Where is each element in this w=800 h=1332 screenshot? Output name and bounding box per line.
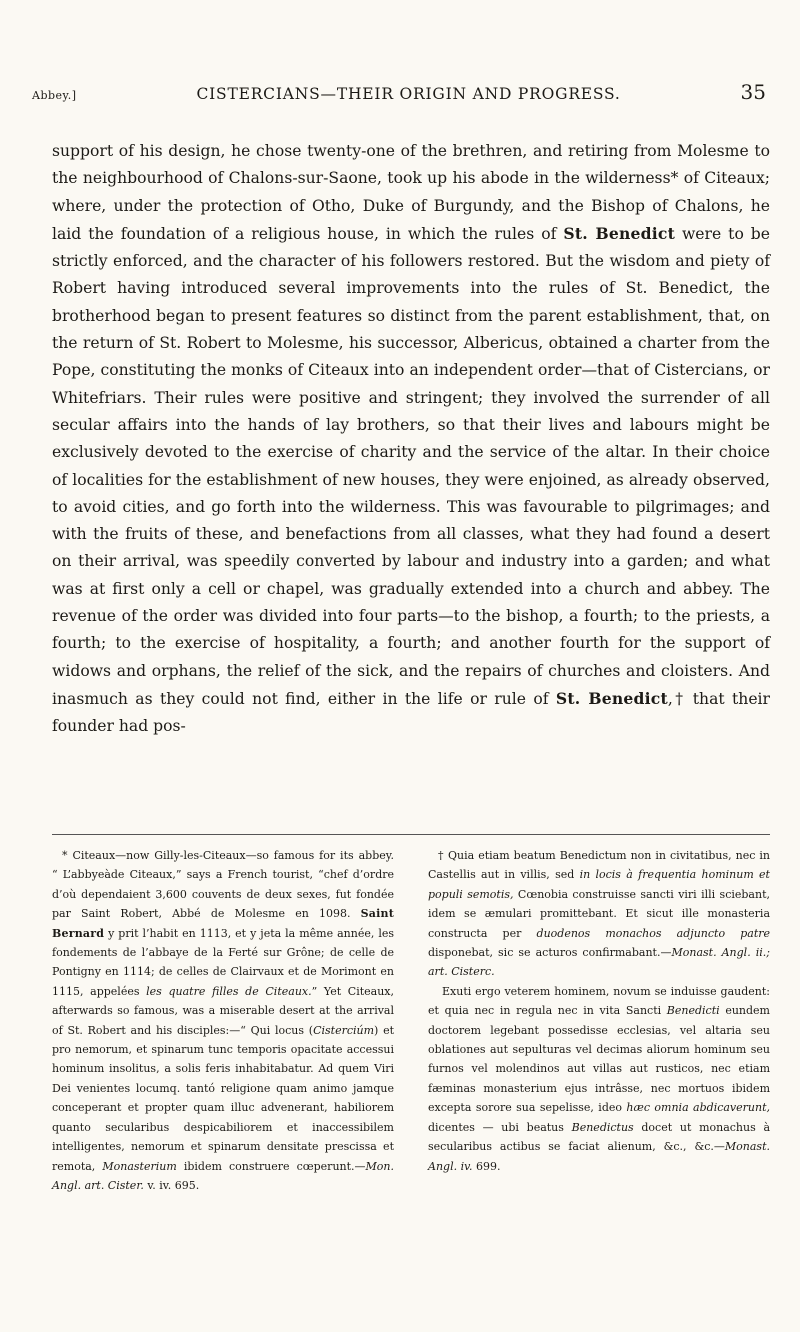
- main-text: [52, 138, 770, 741]
- footnote-column-left: [52, 846, 394, 1195]
- footnote-benedict: † Quia etiam beatum Benedictum non in civitatibus, nec in Castellis aut in villis, sed in locis à frequentia hominum et populi semotis, Cœnobia construisse sancti viri illi sciebant, idem se æmulari promittebant. Et sicut ille monasteria constructa per duodenos monachos adjuncto patre disponebat, sic se acturos confirmabant.—Monast. Angl. ii.; art. Cisterc.: [428, 849, 771, 979]
- blackletter-name: St. Benedict: [563, 223, 675, 243]
- blackletter-name: St. Benedict: [555, 688, 668, 708]
- footnotes: [52, 846, 770, 1195]
- footnote-column-right: [428, 846, 770, 1195]
- running-header: [32, 80, 766, 110]
- blackletter-name: Saint Bernard: [52, 907, 394, 940]
- body-paragraph: support of his design, he chose twenty-one of the brethren, and retiring from Molesme to the neighbourhood of Chalons-sur-Saone, took up his abode in the wilderness* of Citeaux; where, under the protection of Otho, Duke of Burgundy, and the Bishop of Chalons, he laid the foundation of a religious house, in which the rules of St. Benedict were to be strictly enforced, and the character of his followers restored. But the wisdom and piety of Robert having introduced several improvements into the rules of St. Benedict, the brotherhood began to present features so distinct from the parent establishment, that, on the return of St. Robert to Molesme, his successor, Albericus, obtained a charter from the Pope, constituting the monks of Citeaux into an independent order—that of Cistercians, or Whitefriars. Their rules were positive and stringent; they involved the surrender of all secular affairs into the hands of lay brothers, so that their lives and labours might be exclusively devoted to the exercise of charity and the service of the altar. In their choice of localities for the establishment of new houses, they were enjoined, as already observed, to avoid cities, and go forth into the wilderness. This was favourable to pilgrimages; and with the fruits of these, and benefactions from all classes, what they had found a desert on their arrival, was speedily converted by labour and industry into a garden; and what was at first only a cell or chapel, was gradually extended into a church and abbey. The revenue of the order was divided into four parts—to the bishop, a fourth; to the priests, a fourth; to the exercise of hospitality, a fourth; and another fourth for the support of widows and orphans, the relief of the sick, and the repairs of churches and cloisters. And inasmuch as they could not find, either in the life or rule of St. Benedict,† that their founder had pos-: [52, 142, 771, 736]
- footnote-rule: [52, 834, 770, 835]
- page-number: 35: [740, 80, 766, 104]
- footnote-benedict-continued: Exuti ergo veterem hominem, novum se induisse gaudent: et quia nec in regula nec in vita Sancti Benedicti eundem doctorem legebant possedisse ecclesias, vel altaria seu oblationes aut sepulturas vel decimas aliorum hominum seu furnos vel molendinos aut villas aut rusticos, nec etiam fæminas monasterium ejus intrâsse, nec mortuos ibidem excepta sorore sua sepelisse, ideo hæc omnia abdicaverunt, dicentes — ubi beatus Benedictus docet ut monachus à secularibus actibus se faciat alienum, &c., &c.—Monast. Angl. iv. 699.: [428, 984, 770, 1173]
- running-title: CISTERCIANS—THEIR ORIGIN AND PROGRESS.: [196, 85, 621, 103]
- footnote-citeaux: * Citeaux—now Gilly-les-Citeaux—so famous for its abbey. “ L’abbyeàde Citeaux,” says a French tourist, “chef d’ordre d’où dependaient 3,600 couvents de deux sexes, fut fondée par Saint Robert, Abbé de Molesme en 1098. Saint Bernard y prit l’habit en 1113, et y jeta la même année, les fondements de l’abbaye de la Ferté sur Grône; de celle de Pontigny en 1114; de celles de Clairvaux et de Morimont en 1115, appelées les quatre filles de Citeaux.” Yet Citeaux, afterwards so famous, was a miserable desert at the arrival of St. Robert and his disciples:—“ Qui locus (Cisterciúm) et pro nemorum, et spinarum tunc temporis opacitate accessui hominum insolitus, a solis feris inhabitabatur. Ad quem Viri Dei venientes locumq. tantó religione quam animo jamque conceperant et propter quam illuc advenerant, habiliorem quanto secularibus despicabiliorem et inaccessibilem intelligentes, nemorum et spinarum densitate prescissa et remota, Monasterium ibidem construere cœperunt.—Mon. Angl. art. Cister. v. iv. 695.: [52, 849, 394, 1192]
- running-head-left: Abbey.]: [32, 89, 77, 102]
